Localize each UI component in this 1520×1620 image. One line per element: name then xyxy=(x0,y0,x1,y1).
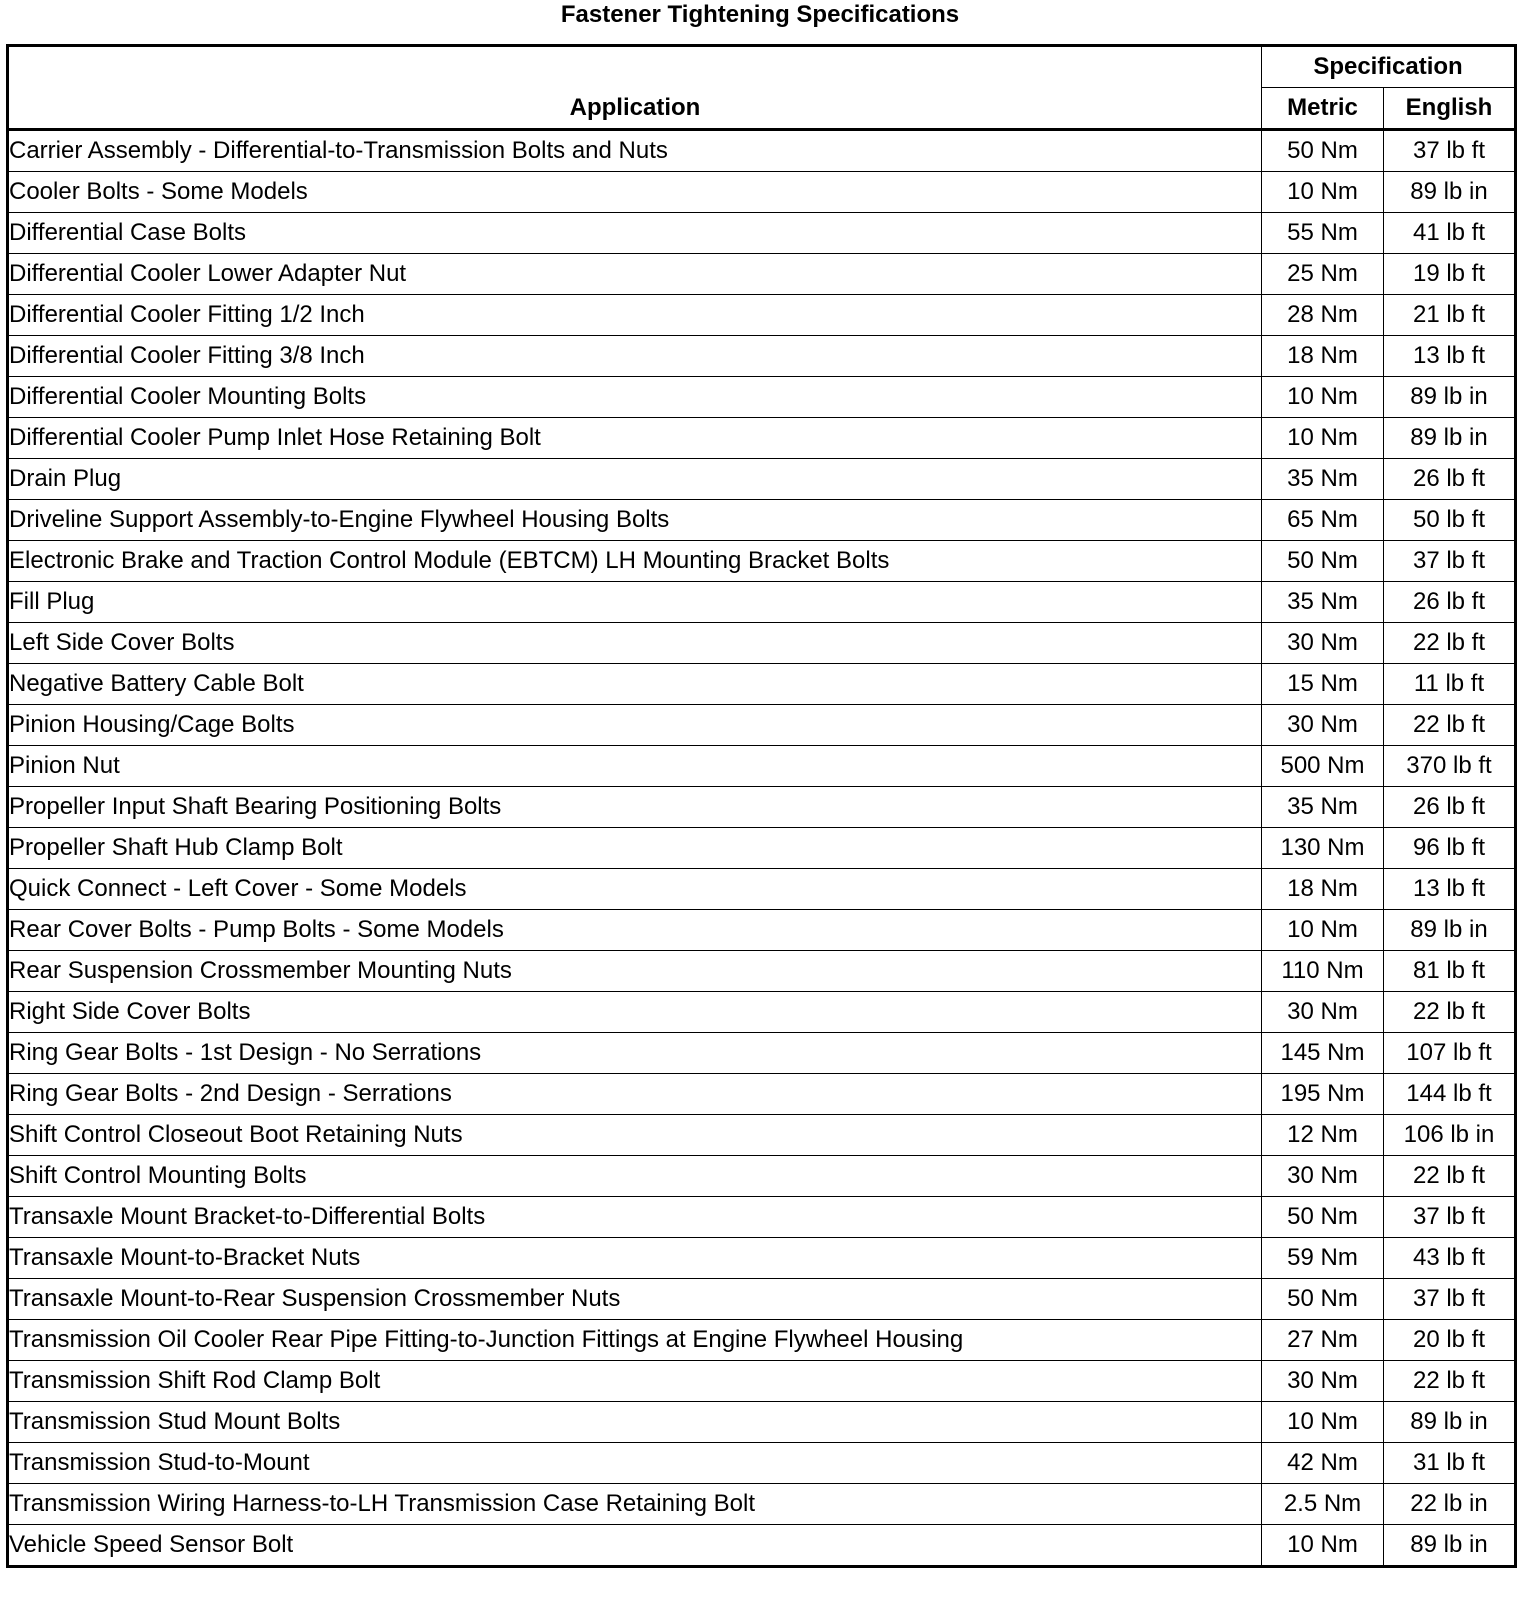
metric-cell: 145 Nm xyxy=(1262,1033,1384,1074)
english-cell: 89 lb in xyxy=(1384,377,1516,418)
table-row xyxy=(8,1484,1516,1525)
table-row xyxy=(8,1156,1516,1197)
application-cell: Differential Cooler Lower Adapter Nut xyxy=(8,254,1262,295)
header-english: English xyxy=(1384,88,1516,130)
application-cell: Pinion Nut xyxy=(8,746,1262,787)
english-cell: 31 lb ft xyxy=(1384,1443,1516,1484)
table-row xyxy=(8,910,1516,951)
application-cell: Ring Gear Bolts - 2nd Design - Serrations xyxy=(8,1074,1262,1115)
english-cell: 370 lb ft xyxy=(1384,746,1516,787)
application-cell: Transaxle Mount-to-Rear Suspension Crossmember Nuts xyxy=(8,1279,1262,1320)
metric-cell: 18 Nm xyxy=(1262,869,1384,910)
application-cell: Carrier Assembly - Differential-to-Transmission Bolts and Nuts xyxy=(8,130,1262,172)
metric-cell: 27 Nm xyxy=(1262,1320,1384,1361)
application-cell: Rear Suspension Crossmember Mounting Nuts xyxy=(8,951,1262,992)
metric-cell: 35 Nm xyxy=(1262,582,1384,623)
application-cell: Transaxle Mount Bracket-to-Differential Bolts xyxy=(8,1197,1262,1238)
english-cell: 26 lb ft xyxy=(1384,787,1516,828)
metric-cell: 110 Nm xyxy=(1262,951,1384,992)
table-row xyxy=(8,705,1516,746)
table-row xyxy=(8,1402,1516,1443)
table-row xyxy=(8,828,1516,869)
metric-cell: 30 Nm xyxy=(1262,992,1384,1033)
english-cell: 37 lb ft xyxy=(1384,130,1516,172)
english-cell: 13 lb ft xyxy=(1384,869,1516,910)
metric-cell: 10 Nm xyxy=(1262,1402,1384,1443)
english-cell: 96 lb ft xyxy=(1384,828,1516,869)
table-row xyxy=(8,951,1516,992)
application-cell: Transmission Stud-to-Mount xyxy=(8,1443,1262,1484)
metric-cell: 50 Nm xyxy=(1262,1197,1384,1238)
table-row xyxy=(8,418,1516,459)
english-cell: 50 lb ft xyxy=(1384,500,1516,541)
english-cell: 22 lb ft xyxy=(1384,992,1516,1033)
table-row xyxy=(8,500,1516,541)
header-application: Application xyxy=(8,46,1262,130)
header-metric: Metric xyxy=(1262,88,1384,130)
table-row xyxy=(8,992,1516,1033)
application-cell: Differential Cooler Mounting Bolts xyxy=(8,377,1262,418)
table-row xyxy=(8,213,1516,254)
metric-cell: 50 Nm xyxy=(1262,541,1384,582)
table-row xyxy=(8,1074,1516,1115)
table-row xyxy=(8,1115,1516,1156)
english-cell: 37 lb ft xyxy=(1384,1279,1516,1320)
application-cell: Propeller Shaft Hub Clamp Bolt xyxy=(8,828,1262,869)
application-cell: Transmission Wiring Harness-to-LH Transmission Case Retaining Bolt xyxy=(8,1484,1262,1525)
table-row xyxy=(8,1320,1516,1361)
english-cell: 22 lb in xyxy=(1384,1484,1516,1525)
table-row xyxy=(8,1033,1516,1074)
table-row xyxy=(8,746,1516,787)
application-cell: Differential Cooler Fitting 3/8 Inch xyxy=(8,336,1262,377)
table-row xyxy=(8,130,1516,172)
metric-cell: 35 Nm xyxy=(1262,787,1384,828)
metric-cell: 30 Nm xyxy=(1262,1361,1384,1402)
table-row xyxy=(8,623,1516,664)
english-cell: 37 lb ft xyxy=(1384,1197,1516,1238)
application-cell: Quick Connect - Left Cover - Some Models xyxy=(8,869,1262,910)
application-cell: Vehicle Speed Sensor Bolt xyxy=(8,1525,1262,1567)
table-row xyxy=(8,787,1516,828)
page-title: Fastener Tightening Specifications xyxy=(560,1,960,28)
metric-cell: 10 Nm xyxy=(1262,910,1384,951)
table-body xyxy=(8,130,1516,1567)
application-cell: Left Side Cover Bolts xyxy=(8,623,1262,664)
application-cell: Ring Gear Bolts - 1st Design - No Serrations xyxy=(8,1033,1262,1074)
metric-cell: 59 Nm xyxy=(1262,1238,1384,1279)
application-cell: Negative Battery Cable Bolt xyxy=(8,664,1262,705)
metric-cell: 195 Nm xyxy=(1262,1074,1384,1115)
table-row xyxy=(8,1525,1516,1567)
english-cell: 89 lb in xyxy=(1384,1525,1516,1567)
english-cell: 22 lb ft xyxy=(1384,1361,1516,1402)
english-cell: 26 lb ft xyxy=(1384,582,1516,623)
english-cell: 22 lb ft xyxy=(1384,705,1516,746)
table-row xyxy=(8,172,1516,213)
metric-cell: 12 Nm xyxy=(1262,1115,1384,1156)
english-cell: 37 lb ft xyxy=(1384,541,1516,582)
metric-cell: 30 Nm xyxy=(1262,1156,1384,1197)
table-row xyxy=(8,1279,1516,1320)
application-cell: Fill Plug xyxy=(8,582,1262,623)
english-cell: 89 lb in xyxy=(1384,172,1516,213)
english-cell: 11 lb ft xyxy=(1384,664,1516,705)
table-row xyxy=(8,295,1516,336)
application-cell: Transaxle Mount-to-Bracket Nuts xyxy=(8,1238,1262,1279)
metric-cell: 55 Nm xyxy=(1262,213,1384,254)
metric-cell: 2.5 Nm xyxy=(1262,1484,1384,1525)
metric-cell: 18 Nm xyxy=(1262,336,1384,377)
application-cell: Transmission Shift Rod Clamp Bolt xyxy=(8,1361,1262,1402)
table-row xyxy=(8,1443,1516,1484)
metric-cell: 30 Nm xyxy=(1262,705,1384,746)
metric-cell: 15 Nm xyxy=(1262,664,1384,705)
english-cell: 22 lb ft xyxy=(1384,1156,1516,1197)
application-cell: Drain Plug xyxy=(8,459,1262,500)
application-cell: Rear Cover Bolts - Pump Bolts - Some Models xyxy=(8,910,1262,951)
application-cell: Shift Control Mounting Bolts xyxy=(8,1156,1262,1197)
metric-cell: 10 Nm xyxy=(1262,377,1384,418)
application-cell: Driveline Support Assembly-to-Engine Flywheel Housing Bolts xyxy=(8,500,1262,541)
metric-cell: 10 Nm xyxy=(1262,418,1384,459)
header-specification: Specification xyxy=(1262,46,1516,88)
english-cell: 144 lb ft xyxy=(1384,1074,1516,1115)
english-cell: 41 lb ft xyxy=(1384,213,1516,254)
fastener-spec-table xyxy=(6,44,1517,1568)
english-cell: 22 lb ft xyxy=(1384,623,1516,664)
metric-cell: 42 Nm xyxy=(1262,1443,1384,1484)
english-cell: 20 lb ft xyxy=(1384,1320,1516,1361)
metric-cell: 35 Nm xyxy=(1262,459,1384,500)
english-cell: 89 lb in xyxy=(1384,418,1516,459)
table-row xyxy=(8,254,1516,295)
metric-cell: 500 Nm xyxy=(1262,746,1384,787)
english-cell: 106 lb in xyxy=(1384,1115,1516,1156)
metric-cell: 25 Nm xyxy=(1262,254,1384,295)
metric-cell: 65 Nm xyxy=(1262,500,1384,541)
english-cell: 89 lb in xyxy=(1384,910,1516,951)
english-cell: 89 lb in xyxy=(1384,1402,1516,1443)
application-cell: Shift Control Closeout Boot Retaining Nuts xyxy=(8,1115,1262,1156)
english-cell: 43 lb ft xyxy=(1384,1238,1516,1279)
table-row xyxy=(8,336,1516,377)
application-cell: Right Side Cover Bolts xyxy=(8,992,1262,1033)
english-cell: 19 lb ft xyxy=(1384,254,1516,295)
table-row xyxy=(8,582,1516,623)
table-row xyxy=(8,541,1516,582)
english-cell: 26 lb ft xyxy=(1384,459,1516,500)
application-cell: Transmission Oil Cooler Rear Pipe Fitting-to-Junction Fittings at Engine Flywheel Housing xyxy=(8,1320,1262,1361)
application-cell: Differential Case Bolts xyxy=(8,213,1262,254)
metric-cell: 10 Nm xyxy=(1262,172,1384,213)
english-cell: 21 lb ft xyxy=(1384,295,1516,336)
metric-cell: 130 Nm xyxy=(1262,828,1384,869)
metric-cell: 28 Nm xyxy=(1262,295,1384,336)
english-cell: 81 lb ft xyxy=(1384,951,1516,992)
metric-cell: 50 Nm xyxy=(1262,130,1384,172)
application-cell: Cooler Bolts - Some Models xyxy=(8,172,1262,213)
table-row xyxy=(8,377,1516,418)
metric-cell: 10 Nm xyxy=(1262,1525,1384,1567)
application-cell: Electronic Brake and Traction Control Module (EBTCM) LH Mounting Bracket Bolts xyxy=(8,541,1262,582)
application-cell: Propeller Input Shaft Bearing Positioning Bolts xyxy=(8,787,1262,828)
metric-cell: 50 Nm xyxy=(1262,1279,1384,1320)
table-row xyxy=(8,459,1516,500)
table-row xyxy=(8,1197,1516,1238)
metric-cell: 30 Nm xyxy=(1262,623,1384,664)
english-cell: 13 lb ft xyxy=(1384,336,1516,377)
application-cell: Transmission Stud Mount Bolts xyxy=(8,1402,1262,1443)
table-row xyxy=(8,664,1516,705)
table-row xyxy=(8,869,1516,910)
application-cell: Pinion Housing/Cage Bolts xyxy=(8,705,1262,746)
application-cell: Differential Cooler Pump Inlet Hose Retaining Bolt xyxy=(8,418,1262,459)
application-cell: Differential Cooler Fitting 1/2 Inch xyxy=(8,295,1262,336)
english-cell: 107 lb ft xyxy=(1384,1033,1516,1074)
table-row xyxy=(8,1361,1516,1402)
table-row xyxy=(8,1238,1516,1279)
